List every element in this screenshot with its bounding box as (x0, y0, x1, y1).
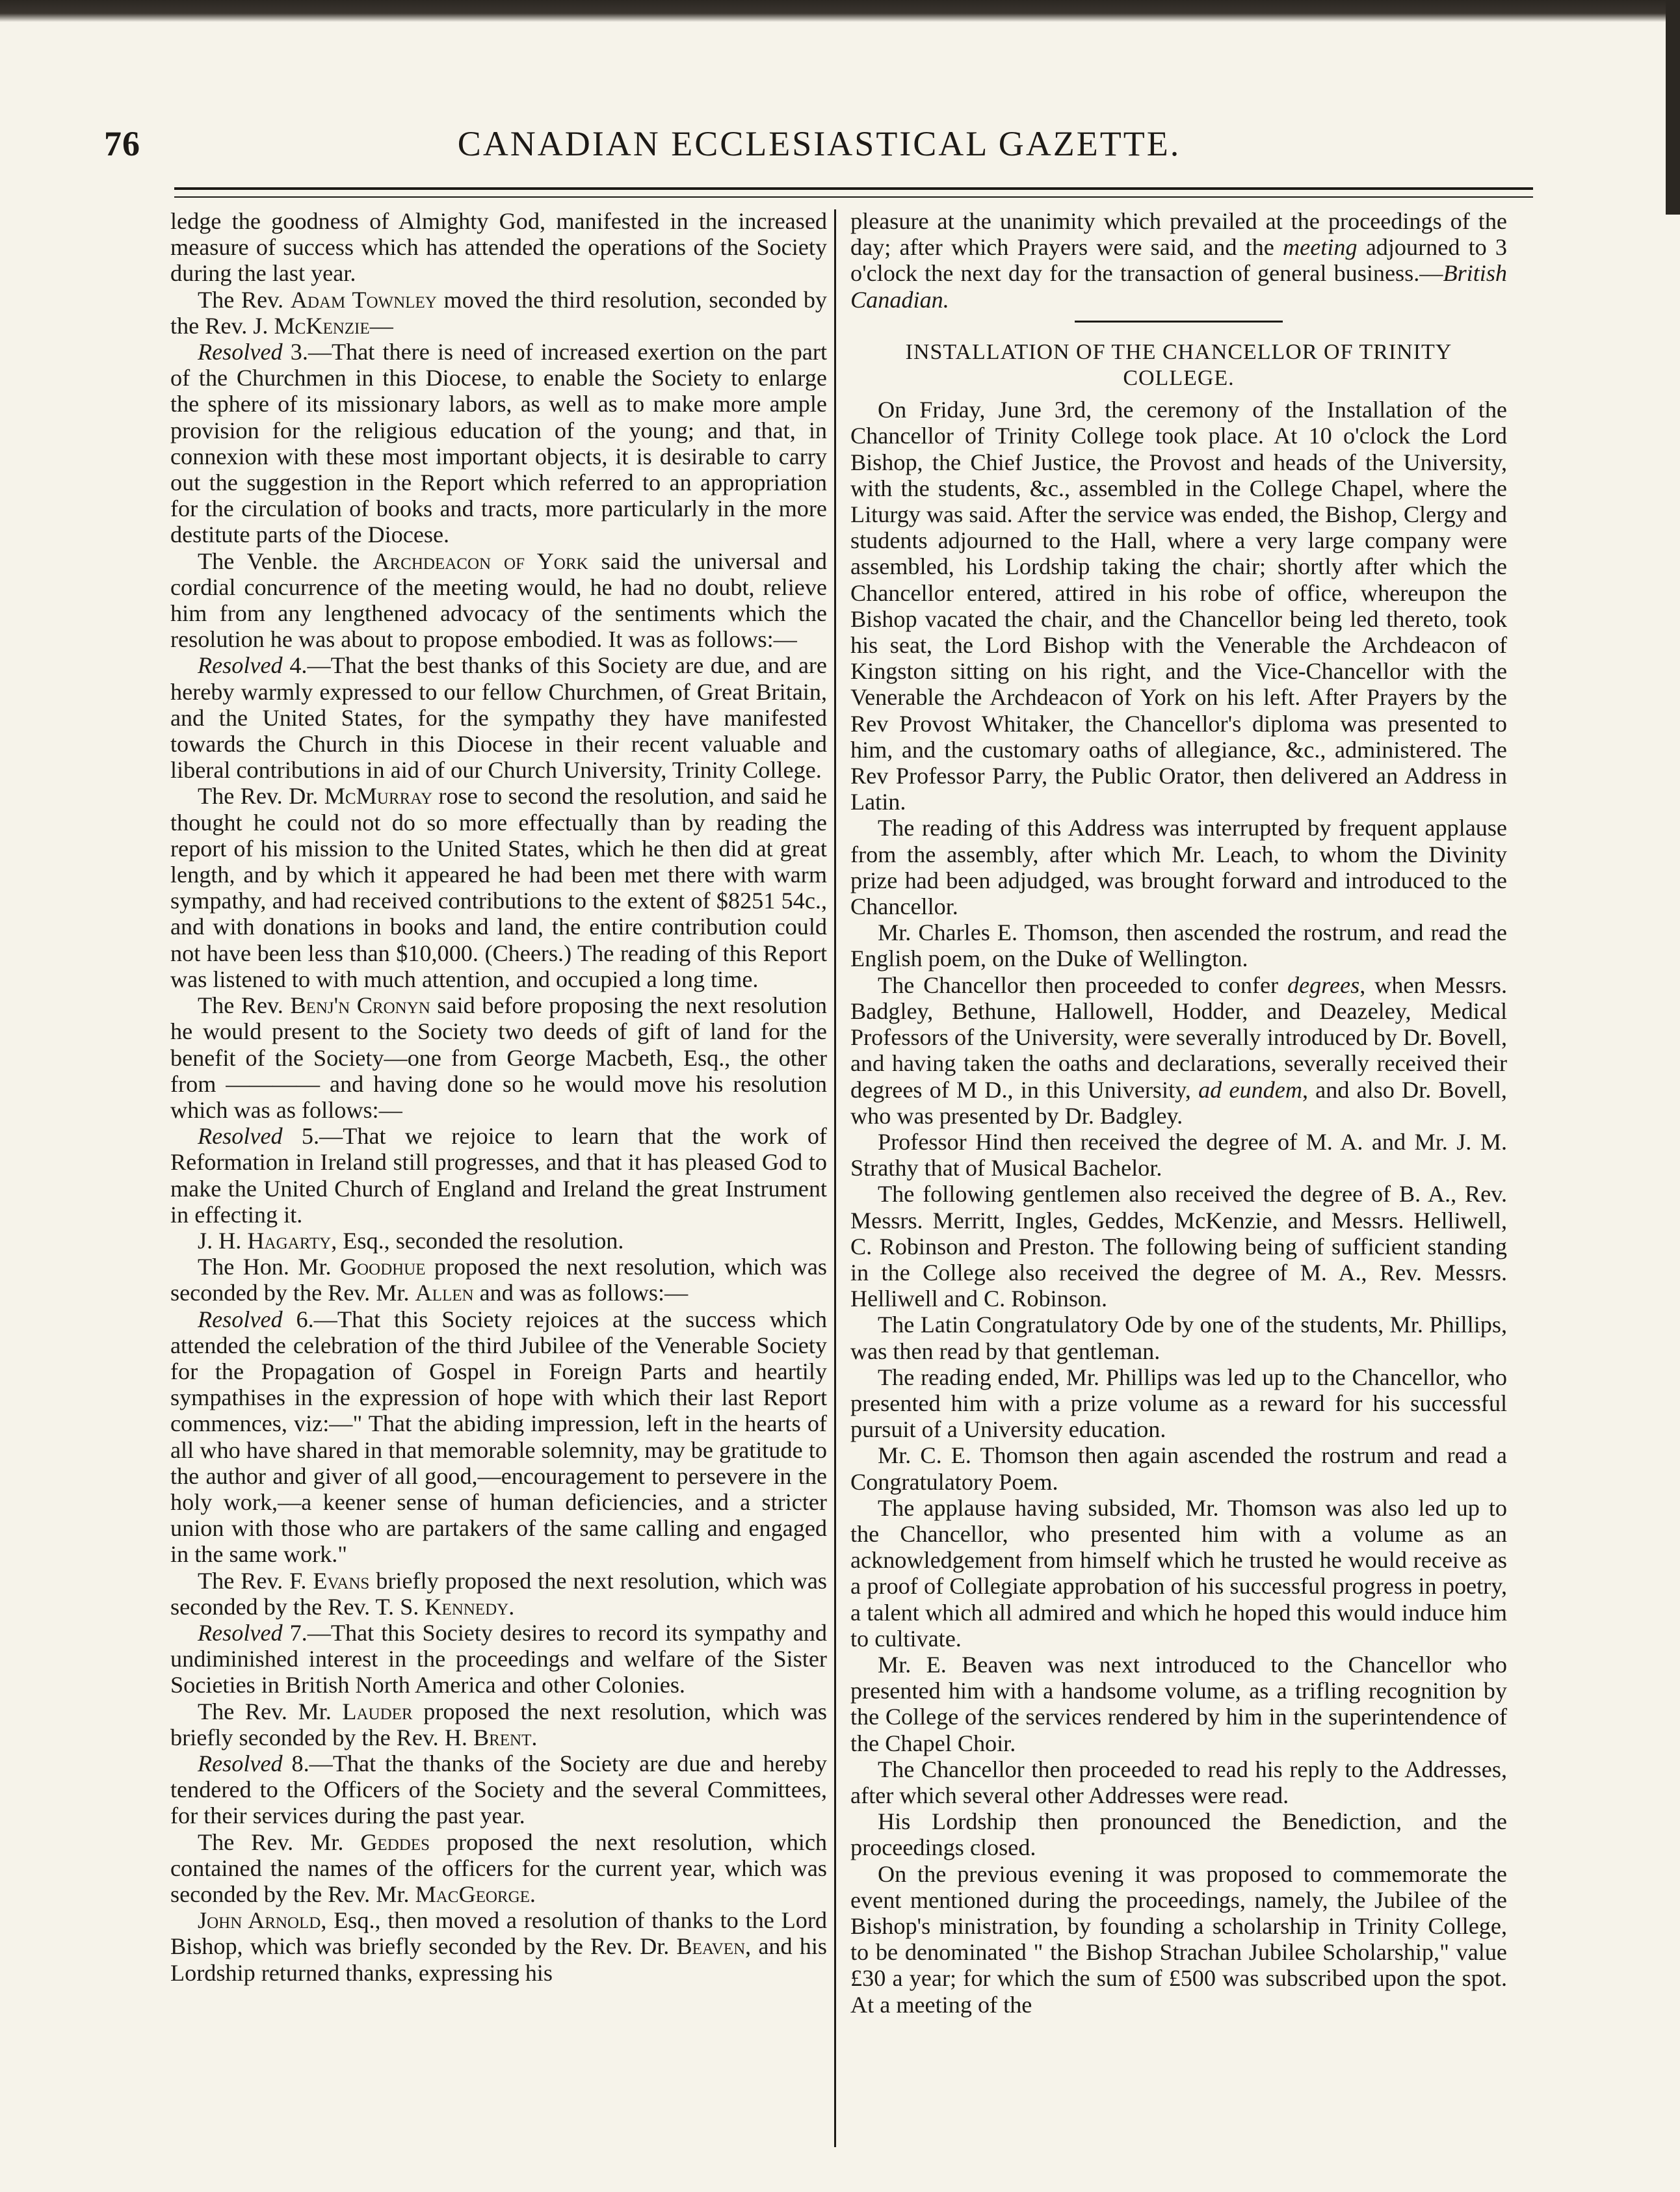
italic-text: degrees (1287, 971, 1360, 998)
resolution (170, 339, 827, 548)
page-header (104, 124, 1534, 182)
paragraph: His Lordship then pronounced the Benediction, and the proceedings closed. (850, 1808, 1507, 1861)
person-name: Lauder (342, 1698, 413, 1724)
text: . (508, 1593, 515, 1620)
text: J. H. (198, 1227, 248, 1254)
section-divider (1075, 321, 1283, 323)
text: The Rev. (198, 992, 291, 1019)
paragraph: On the previous evening it was proposed to commemorate the event mentioned during the proceedings, namely, the Jubilee of the Bishop's ministration, by founding a scholarship in Trinity College, to be denominated " the Bishop Strachan Jubilee Scholarship," value £30 a year; for which the sum of £500 was subscribed upon the spot. At a meeting of the (850, 1860, 1507, 2018)
text: briefly proposed the next resolution, which was seconded by the Rev. T. S. (170, 1567, 827, 1620)
paragraph: The reading of this Address was interrupted by frequent applause from the assembly, after which Mr. Leach, to whom the Divinity prize had been adjudged, was brought forward and introduced to the Chancellor. (850, 815, 1507, 920)
paragraph: Professor Hind then received the degree of M. A. and Mr. J. M. Strathy that of Musical Bachelor. (850, 1128, 1507, 1182)
text: The Rev. Mr. (198, 1698, 343, 1724)
paragraph: The following gentlemen also received the degree of B. A., Rev. Messrs. Merritt, Ingles, Geddes, McKenzie, and Messrs. Helliwell, C. Robinson and Preston. The following being of sufficient standing in the College also received the degree of M. A., Rev. Messrs. Helliwell and C. Robinson. (850, 1181, 1507, 1312)
text: The Rev. Mr. (198, 1829, 361, 1855)
person-name: Geddes (360, 1829, 430, 1855)
person-name: Adam Townley (290, 286, 437, 313)
paragraph (170, 783, 827, 992)
text: pleasure at the unanimity which prevailed at the proceedings of the day; after which Prayers were said, and the (850, 208, 1507, 261)
scan-edge-right (1666, 0, 1680, 215)
paragraph (850, 972, 1507, 1129)
text: adjourned to 3 o'clock the next day for the transaction of general business.— (850, 234, 1507, 287)
resolved-label: Resolved (198, 1619, 283, 1646)
text: The Rev. (198, 286, 291, 313)
paragraph (850, 208, 1507, 313)
paragraph (170, 1829, 827, 1908)
journal-title: CANADIAN ECCLESIASTICAL GAZETTE. (457, 124, 1181, 163)
resolution (170, 1620, 827, 1698)
paragraph: Mr. Charles E. Thomson, then ascended the rostrum, and read the English poem, on the Duke of Wellington. (850, 919, 1507, 972)
text: proposed the next resolution, which was seconded by the Rev. Mr. (170, 1254, 828, 1306)
text: , and also Dr. Bovell, who was presented by Dr. Badgley. (850, 1076, 1507, 1129)
person-name: Goodhue (339, 1254, 426, 1280)
source-credit: British Canadian. (850, 260, 1507, 313)
text: said before proposing the next resolution he would present to the Society two deeds of gift of land for the benefit of the Society—one from George Macbeth, Esq., the other from ———— and having done so he would move his resolution which was as follows:— (170, 992, 828, 1123)
paragraph: Mr. C. E. Thomson then again ascended the rostrum and read a Congratulatory Poem. (850, 1442, 1507, 1495)
person-name: Brent (473, 1724, 532, 1750)
resolved-label: Resolved (198, 1750, 283, 1776)
paragraph: The applause having subsided, Mr. Thomson was also led up to the Chancellor, who presented him with a volume as an acknowledgement from himself which he trusted he would receive as a proof of Collegiate approbation of his successful progress in poetry, a talent which all admired and which he hoped this would induce him to cultivate. (850, 1494, 1507, 1652)
paragraph (170, 1228, 827, 1254)
italic-text: meeting (1282, 234, 1358, 261)
paragraph: The reading ended, Mr. Phillips was led up to the Chancellor, who presented him with a prize volume as a reward for his successful pursuit of a University education. (850, 1364, 1507, 1443)
resolved-label: Resolved (198, 652, 283, 679)
person-name: MacGeorge (415, 1881, 530, 1907)
resolution-text: 6.—That this Society rejoices at the success which attended the celebration of the third Jubilee of the Venerable Society for the Propagation of Gospel in Foreign Parts and heartily sympathises in the expression of hope with which their last Report commences, viz:—" That the abiding impression, left in the hearts of all who have shared in that memorable solemnity, may be gratitude to the author and giver of all good,—encouragement to persevere in the holy work,—a keener sense of human deficiencies, and a stricter union with those who are partakers of the same calling and engaged in the same work." (170, 1306, 827, 1568)
header-rule (174, 187, 1533, 198)
text: — (369, 312, 393, 339)
left-column (170, 208, 827, 1986)
column-divider (834, 209, 836, 2147)
paragraph (170, 1698, 827, 1750)
paragraph (170, 992, 827, 1123)
paragraph (170, 1907, 827, 1986)
text: , Esq., then moved a resolution of thanks to the Lord Bishop, which was briefly seconded by the Rev. Dr. (170, 1907, 827, 1960)
paragraph (170, 1568, 827, 1620)
person-name: Allen (415, 1280, 474, 1306)
paragraph (170, 208, 827, 287)
text: The Hon. Mr. (198, 1254, 340, 1280)
section-heading: INSTALLATION OF THE CHANCELLOR OF TRINITY COLLEGE. (905, 339, 1452, 391)
person-name: Beaven (676, 1933, 746, 1960)
text: said the universal and cordial concurrence of the meeting would, he had no doubt, relieve him from any lengthened advocacy of the sentiments which the resolution he was about to propose embodied. It was as follows:— (170, 548, 827, 653)
paragraph: On Friday, June 3rd, the ceremony of the Installation of the Chancellor of Trinity College took place. At 10 o'clock the Lord Bishop, the Chief Justice, the Provost and heads of the University, with the students, &c., assembled in the College Chapel, where the Liturgy was said. After the service was ended, the Bishop, Clergy and students adjourned to the Hall, where a very large company were assembled, his Lordship taking the chair; shortly after which the Chancellor entered, attired in his robe of office, whereupon the Bishop vacated the chair, and the Chancellor being led thereto, took his seat, the Lord Bishop with the Venerable the Archdeacon of Kingston sitting on his right, and the Vice-Chancellor with the Venerable the Archdeacon of York on his left. After Prayers by the Rev Provost Whitaker, the Chancellor's diploma was presented to him, and the customary oaths of allegiance, &c., administered. The Rev Professor Parry, the Public Orator, then delivered an Address in Latin. (850, 397, 1507, 815)
resolved-label: Resolved (198, 1306, 283, 1332)
text: The Rev. Dr. (198, 783, 324, 810)
text: and was as follows:— (473, 1280, 689, 1306)
person-name: John Arnold (198, 1907, 321, 1934)
resolution (170, 1306, 827, 1568)
person-name: Benj'n Cronyn (290, 992, 430, 1019)
person-name: Evans (313, 1567, 370, 1594)
resolution (170, 652, 827, 783)
person-name: Kennedy (425, 1593, 509, 1620)
page-number: 76 (104, 124, 140, 163)
paragraph (170, 287, 827, 339)
paragraph-text: ledge the goodness of Almighty God, manifested in the increased measure of success which has attended the operations of the Society during the last year. (170, 208, 827, 287)
text: . (531, 1724, 538, 1750)
paragraph: The Chancellor then proceeded to read his reply to the Addresses, after which several other Addresses were read. (850, 1756, 1507, 1808)
text: , and his Lordship returned thanks, expressing his (170, 1933, 827, 1986)
person-name: Hagarty (247, 1227, 332, 1254)
resolution-text: 8.—That the thanks of the Society are due and hereby tendered to the Officers of the Society and the several Committees, for their services during the past year. (170, 1750, 827, 1829)
resolved-label: Resolved (198, 339, 283, 365)
person-name: McKenzie (274, 312, 370, 339)
text: . (529, 1881, 536, 1907)
text: , when Messrs. Badgley, Bethune, Hallowell, Hodder, and Deazeley, Medical Professors of the University, were severally introduced by Dr. Bovell, and having taken the oaths and declarations, severally received their degrees of M D., in this University, (850, 971, 1508, 1103)
text: The Chancellor then proceeded to confer (878, 971, 1287, 998)
text: The Venble. the (198, 548, 373, 574)
resolution (170, 1750, 827, 1829)
text: rose to second the resolution, and said he thought he could not do so more effectually than by reading the report of his mission to the United States, which he then did at great length, and by which it appeared he had been met there with warm sympathy, and had received contributions to the extent of $8251 54c., and with donations in books and land, the entire contribution could not have been less than $10,000. (Cheers.) The reading of this Report was listened to with much attention, and occupied a long time. (170, 783, 827, 992)
person-name: Archdeacon of York (373, 548, 588, 574)
person-name: McMurray (324, 783, 432, 810)
resolution-text: 3.—That there is need of increased exertion on the part of the Churchmen in this Diocese, to enable the Society to enlarge the sphere of its missionary labors, as well as to make more ample provision for the religious education of the young; and that, in connexion with these most important objects, it is desirable to carry out the suggestion in the Report which referred to an appropriation for the circulation of books and tracts, more particularly in the more destitute parts of the Diocese. (170, 339, 827, 548)
right-column (850, 208, 1507, 2018)
text: moved the third resolution, seconded by the Rev. J. (170, 286, 828, 339)
scan-edge-top (0, 0, 1680, 22)
resolution-text: 5.—That we rejoice to learn that the work of Reformation in Ireland still progresses, and that it has pleased God to make the United Church of England and Ireland the great Instrument in effecting it. (170, 1123, 827, 1228)
italic-text: ad eundem (1198, 1076, 1302, 1103)
paragraph: Mr. E. Beaven was next introduced to the Chancellor who presented him with a handsome volume, as a trifling recognition by the College of the services rendered by him in the superintendence of the Chapel Choir. (850, 1651, 1507, 1756)
text: The Rev. F. (198, 1567, 313, 1594)
paragraph: The Latin Congratulatory Ode by one of the students, Mr. Phillips, was then read by that gentleman. (850, 1312, 1507, 1364)
text: proposed the next resolution, which was briefly seconded by the Rev. H. (170, 1698, 827, 1750)
paragraph (170, 1254, 827, 1306)
resolution-text: 4.—That the best thanks of this Society are due, and are hereby warmly expressed to our fellow Churchmen, of Great Britain, and the United States, for the sympathy they have manifested towards the Church in this Diocese in their recent valuable and liberal contributions in aid of our Church University, Trinity College. (170, 652, 827, 784)
resolution (170, 1123, 827, 1228)
resolved-label: Resolved (198, 1123, 283, 1150)
resolution-text: 7.—That this Society desires to record its sympathy and undiminished interest in the proceedings and welfare of the Sister Societies in British North America and other Colonies. (170, 1619, 827, 1698)
text: proposed the next resolution, which contained the names of the officers for the current year, which was seconded by the Rev. Mr. (170, 1829, 827, 1907)
paragraph (170, 548, 827, 653)
text: , Esq., seconded the resolution. (331, 1227, 624, 1254)
